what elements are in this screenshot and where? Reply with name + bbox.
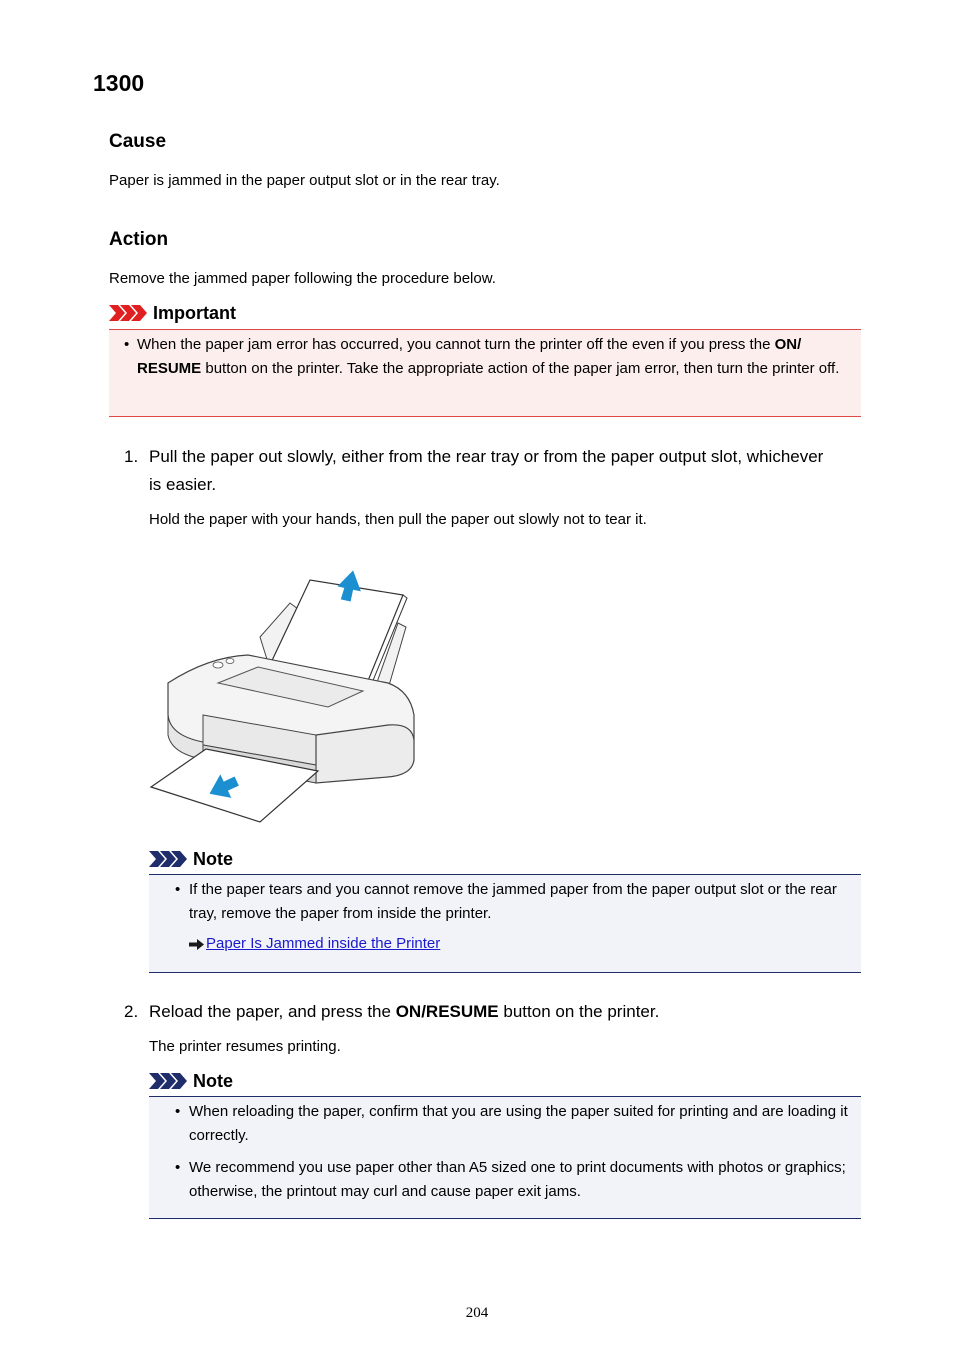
action-text: Remove the jammed paper following the procedure below. — [109, 270, 496, 287]
note-1-header — [149, 848, 233, 870]
step-1-detail: Hold the paper with your hands, then pull the paper out slowly not to tear it. — [149, 511, 647, 528]
note-1-item-text: If the paper tears and you cannot remove the jammed paper from the paper output slot or the rear tray, remove the paper from inside the printer. — [189, 881, 837, 922]
important-header — [109, 302, 236, 324]
page-title: 1300 — [93, 70, 145, 96]
step-1 — [124, 443, 824, 499]
important-item: • When the paper jam error has occurred, you cannot turn the printer off the even if you press the ON/ RESUME button on the printer. Take the appropriate action of the paper jam error, then turn the printer off. — [124, 336, 840, 377]
step-1-text: Pull the paper out slowly, either from the rear tray or from the paper output slot, whichever is easier. — [149, 447, 824, 494]
step-2-on-resume-label: ON/RESUME — [395, 1002, 499, 1021]
note-1-link-row — [149, 932, 861, 956]
step-2-text-start: Reload the paper, and press the — [149, 1002, 396, 1021]
note-arrows-icon — [149, 851, 189, 867]
step-2-number: 2. — [124, 1002, 139, 1021]
cause-heading: Cause — [109, 131, 167, 152]
note-1-box — [149, 874, 861, 973]
note-2-header — [149, 1070, 233, 1092]
step-2-text — [149, 998, 824, 1026]
note-2-item-2-text: We recommend you use paper other than A5 sized one to print documents with photos or graphics; otherwise, the printout may curl and cause paper exit jams. — [189, 1159, 846, 1200]
printer-paper-removal-illustration — [148, 565, 418, 827]
important-box — [109, 329, 861, 417]
step-1-number: 1. — [124, 447, 139, 466]
step-2 — [124, 998, 824, 1026]
step-2-text-end: button on the printer. — [498, 1002, 660, 1021]
paper-jammed-inside-link[interactable]: Paper Is Jammed inside the Printer — [206, 935, 441, 952]
note-2-item-1: • When reloading the paper, confirm that you are using the paper suited for printing and are loading it correctly. — [175, 1103, 848, 1144]
cause-text: Paper is jammed in the paper output slot or in the rear tray. — [109, 172, 500, 189]
note-2-title: Note — [193, 1070, 233, 1091]
note-1-item: • If the paper tears and you cannot remove the jammed paper from the paper output slot or the rear tray, remove the paper from inside the printer. — [175, 881, 837, 922]
note-2-item-1-text: When reloading the paper, confirm that you are using the paper suited for printing and are loading it correctly. — [189, 1103, 848, 1144]
right-arrow-icon — [189, 939, 204, 950]
important-item-text-end: button on the printer. Take the appropriate action of the paper jam error, then turn the printer off. — [201, 360, 840, 377]
note-2-box — [149, 1096, 861, 1219]
note-2-item-2: • We recommend you use paper other than A5 sized one to print documents with photos or graphics; otherwise, the printout may curl and cause paper exit jams. — [175, 1159, 846, 1200]
important-title: Important — [153, 302, 236, 323]
action-heading: Action — [109, 229, 169, 250]
important-arrows-icon — [109, 305, 149, 321]
note-arrows-icon — [149, 1073, 189, 1089]
note-1-title: Note — [193, 848, 233, 869]
page-number: 204 — [465, 1305, 489, 1321]
step-2-detail: The printer resumes printing. — [149, 1038, 341, 1055]
on-resume-label: ON/ RESUME — [137, 336, 802, 377]
important-item-text: When the paper jam error has occurred, you cannot turn the printer off the even if you press the — [137, 336, 775, 353]
